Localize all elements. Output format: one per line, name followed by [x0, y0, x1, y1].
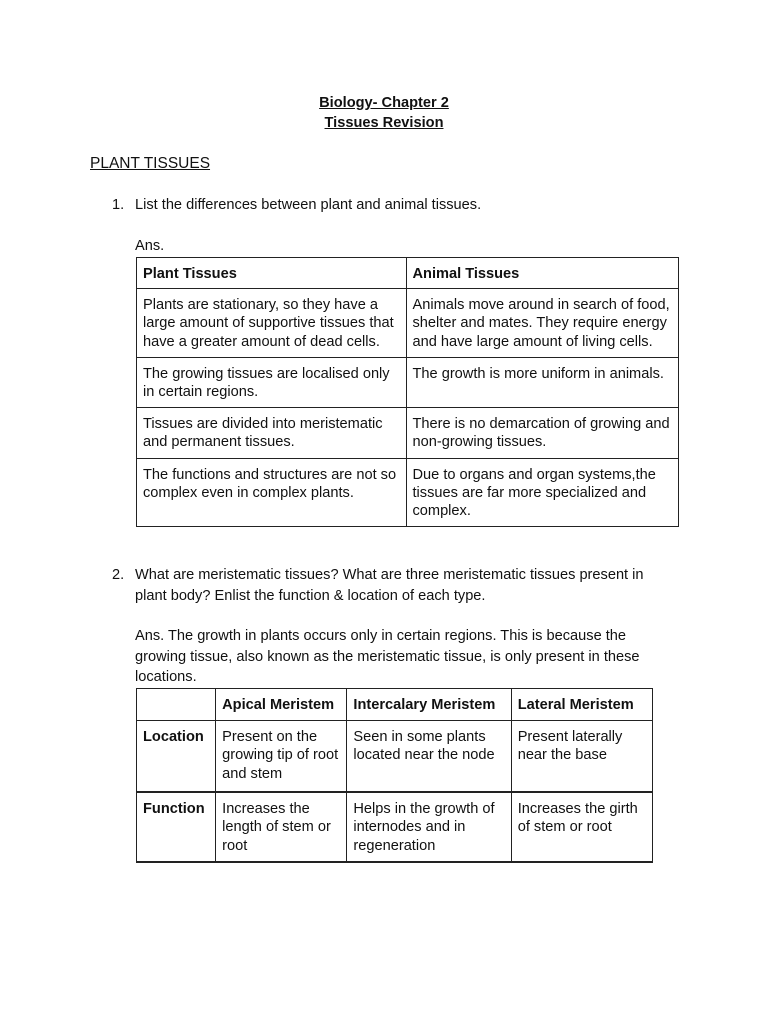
header-lateral-meristem: Lateral Meristem — [511, 689, 652, 721]
table-row-function — [137, 792, 653, 862]
question-number: 2. — [112, 567, 125, 583]
table-row-location — [137, 721, 653, 793]
table-header-row — [137, 258, 679, 289]
table-cell: Tissues are divided into meristematic and permanent tissues. — [137, 408, 407, 458]
table-cell: Helps in the growth of internodes and in regeneration — [347, 792, 511, 862]
table-row — [137, 458, 679, 527]
row-header-function: Function — [137, 792, 216, 862]
header-plant-tissues: Plant Tissues — [137, 258, 407, 289]
question-number: 1. — [112, 197, 125, 213]
table-cell: Plants are stationary, so they have a large amount of supportive tissues that have a greater amount of dead cells. — [137, 289, 407, 358]
table-cell: Seen in some plants located near the node — [347, 721, 511, 793]
document-title: Biology- Chapter 2 — [319, 95, 449, 111]
table-cell: The growth is more uniform in animals. — [406, 357, 679, 407]
differences-table — [136, 257, 679, 527]
document-subtitle: Tissues Revision — [324, 115, 444, 131]
table-cell: Increases the length of stem or root — [216, 792, 347, 862]
header-empty — [137, 689, 216, 721]
table-cell: There is no demarcation of growing and non-growing tissues. — [406, 408, 679, 458]
question-text: List the differences between plant and animal tissues. — [135, 197, 482, 213]
section-heading: PLANT TISSUES — [90, 155, 211, 172]
table-cell: Present on the growing tip of root and stem — [216, 721, 347, 793]
table-cell: The growing tissues are localised only in certain regions. — [137, 357, 407, 407]
header-animal-tissues: Animal Tissues — [406, 258, 679, 289]
row-header-location: Location — [137, 721, 216, 793]
meristem-table — [136, 688, 653, 863]
table-cell: Animals move around in search of food, shelter and mates. They require energy and have large amount of living cells. — [406, 289, 679, 358]
answer-text: Ans. The growth in plants occurs only in certain regions. This is because the growing tissue, also known as the meristematic tissue, is only present in these locations. — [135, 628, 640, 686]
table-cell: Due to organs and organ systems,the tissues are far more specialized and complex. — [406, 458, 679, 527]
table-cell: The functions and structures are not so complex even in complex plants. — [137, 458, 407, 527]
table-cell: Increases the girth of stem or root — [511, 792, 652, 862]
question-text: What are meristematic tissues? What are three meristematic tissues present in plant body? Enlist the function & location of each type. — [135, 567, 644, 604]
table-header-row — [137, 689, 653, 721]
header-apical-meristem: Apical Meristem — [216, 689, 347, 721]
answer-label: Ans. — [135, 238, 165, 254]
table-cell: Present laterally near the base — [511, 721, 652, 793]
table-row — [137, 357, 679, 407]
table-row — [137, 408, 679, 458]
header-intercalary-meristem: Intercalary Meristem — [347, 689, 511, 721]
table-row — [137, 289, 679, 358]
